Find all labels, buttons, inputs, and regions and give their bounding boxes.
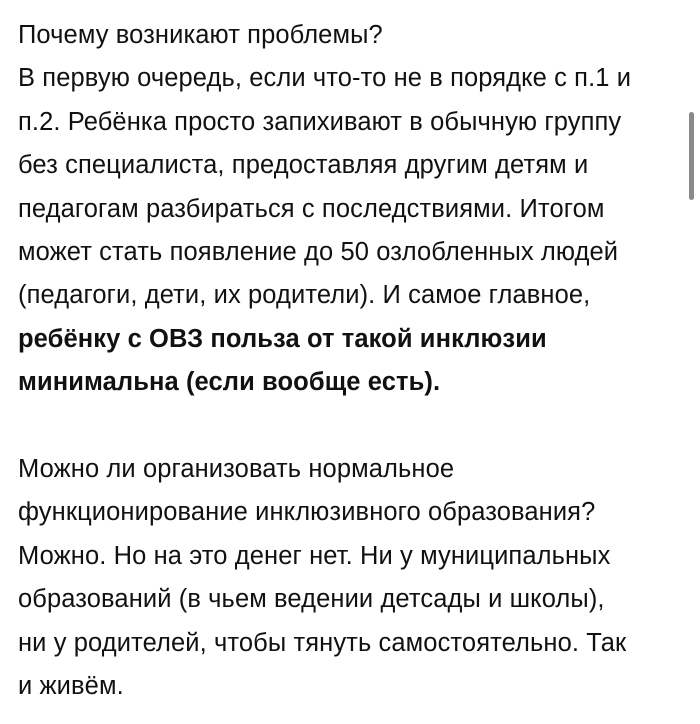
- text-line: может стать появление до 50 озлобленных людей: [18, 238, 619, 267]
- text-line: и живём.: [18, 672, 124, 701]
- text-line: без специалиста, предоставляя другим детям и: [18, 151, 589, 180]
- text-line: ни у родителей, чтобы тянуть самостоятельно. Так: [18, 628, 627, 657]
- paragraph-gap: [18, 405, 668, 448]
- bold-text-line: ребёнку с ОВЗ польза от такой инклюзии: [18, 324, 547, 353]
- scrollbar-thumb[interactable]: [689, 112, 694, 200]
- text-line: п.2. Ребёнка просто запихивают в обычную группу: [18, 107, 622, 136]
- text-line: образований (в чьем ведении детсады и школы),: [18, 585, 605, 614]
- text-line: педагогам разбираться с последствиями. Итогом: [18, 194, 605, 223]
- text-line: Можно ли организовать нормальное: [18, 455, 455, 484]
- paragraph-problems: [18, 57, 668, 404]
- text-line: функционирование инклюзивного образования?: [18, 498, 596, 527]
- text-line: В первую очередь, если что-то не в порядке с п.1 и: [18, 64, 632, 93]
- paragraph-funding: [18, 448, 668, 708]
- bold-text-line: минимальна (если вообще есть).: [18, 368, 441, 397]
- text-line: (педагоги, дети, их родители). И самое главное,: [18, 281, 591, 310]
- post-heading: Почему возникают проблемы?: [18, 21, 383, 49]
- post-text: [18, 14, 668, 708]
- text-line: Можно. Но на это денег нет. Ни у муниципальных: [18, 541, 611, 570]
